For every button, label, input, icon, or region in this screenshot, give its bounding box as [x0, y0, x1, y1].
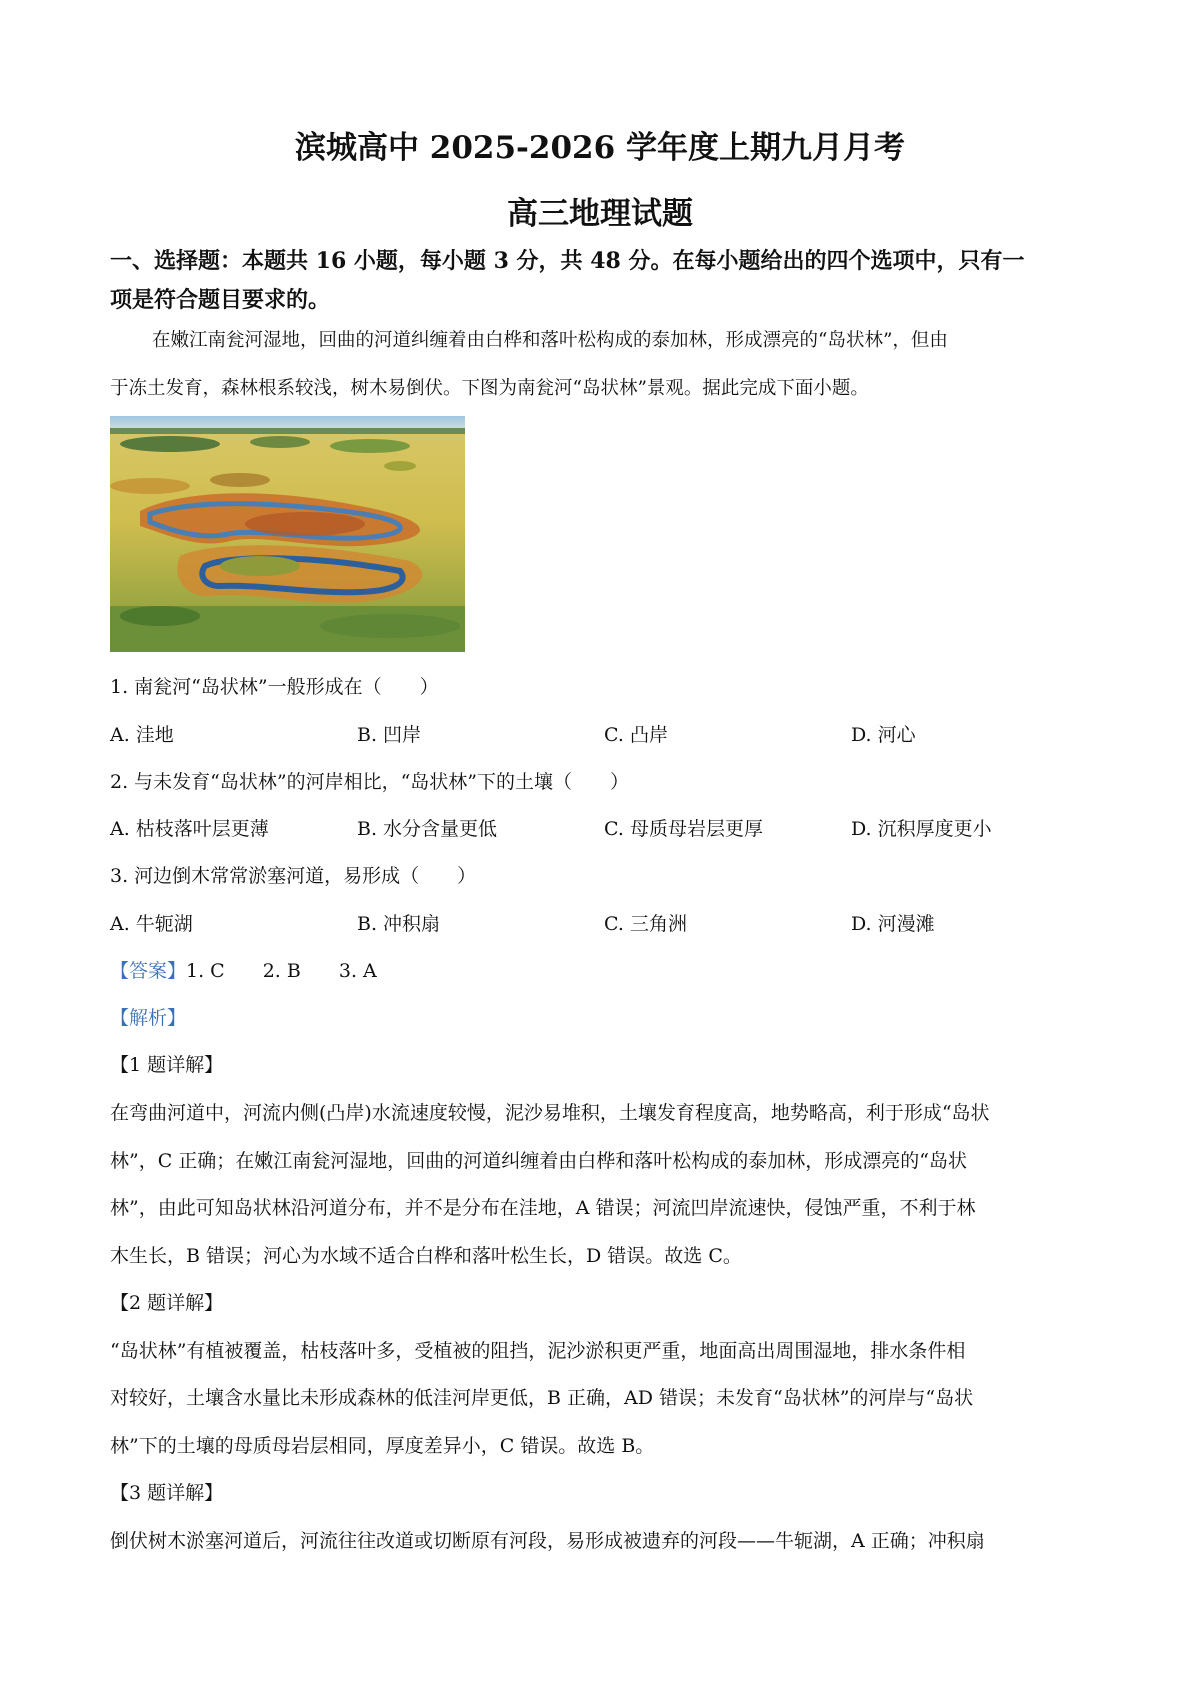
question-2-option-a: A. 枯枝落叶层更薄: [110, 818, 269, 840]
answer-values: 1. C 2. B 3. A: [186, 960, 377, 982]
question-2-option-d: D. 沉积厚度更小: [851, 818, 992, 840]
detail-1-line: 在弯曲河道中，河流内侧(凸岸)水流速度较慢，泥沙易堆积，土壤发育程度高，地势略高，利于形成“岛状: [110, 1102, 990, 1124]
question-3-option-b: B. 冲积扇: [357, 913, 441, 935]
section-heading-line2: 项是符合题目要求的。: [110, 287, 331, 313]
question-1-option-c: C. 凸岸: [604, 724, 668, 746]
detail-2-line: 对较好，土壤含水量比未形成森林的低洼河岸更低，B 正确，AD 错误；未发育“岛状林”的河岸与“岛状: [110, 1387, 974, 1409]
section-heading-line1: 一、选择题：本题共 16 小题，每小题 3 分，共 48 分。在每小题给出的四个选项中，只有一: [110, 248, 1025, 274]
detail-2-heading: 【2 题详解】: [110, 1292, 224, 1314]
question-2-option-c: C. 母质母岩层更厚: [604, 818, 763, 840]
answer-line: [110, 956, 1100, 983]
question-1-option-d: D. 河心: [851, 724, 916, 746]
detail-3-heading: 【3 题详解】: [110, 1482, 224, 1504]
question-3-option-c: C. 三角洲: [604, 913, 687, 935]
question-2-stem: 2. 与未发育“岛状林”的河岸相比，“岛状林”下的土壤（ ）: [110, 771, 630, 793]
detail-3-line: 倒伏树木淤塞河道后，河流往往改道或切断原有河段，易形成被遗弃的河段——牛轭湖，A 正确；冲积扇: [110, 1530, 985, 1552]
question-1-option-b: B. 凹岸: [357, 724, 422, 746]
detail-1-heading: 【1 题详解】: [110, 1054, 224, 1076]
question-3-option-a: A. 牛轭湖: [110, 913, 193, 935]
page-title: 滨城高中 2025-2026 学年度上期九月月考: [294, 130, 905, 166]
detail-2-line: 林”下的土壤的母质母岩层相同，厚度差异小，C 错误。故选 B。: [110, 1435, 655, 1457]
analysis-label: 【解析】: [110, 1007, 187, 1029]
detail-1-line: 木生长，B 错误；河心为水域不适合白桦和落叶松生长，D 错误。故选 C。: [110, 1245, 742, 1267]
detail-1-line: 林”，由此可知岛状林沿河道分布，并不是分布在洼地，A 错误；河流凹岸流速快，侵蚀严重，不利于林: [110, 1197, 976, 1219]
detail-1-line: 林”，C 正确；在嫩江南瓮河湿地，回曲的河道纠缠着由白桦和落叶松构成的泰加林，形成漂亮的“岛状: [110, 1150, 968, 1172]
wetland-landscape-photo: [110, 416, 465, 652]
detail-2-line: “岛状林”有植被覆盖，枯枝落叶多，受植被的阻挡，泥沙淤积更严重，地面高出周围湿地，排水条件相: [110, 1340, 966, 1362]
question-2-option-b: B. 水分含量更低: [357, 818, 498, 840]
question-1-stem: 1. 南瓮河“岛状林”一般形成在（ ）: [110, 676, 439, 698]
question-1-option-a: A. 洼地: [110, 724, 174, 746]
intro-line2: 于冻土发育，森林根系较浅，树木易倒伏。下图为南瓮河“岛状林”景观。据此完成下面小题。: [110, 378, 869, 399]
question-3-stem: 3. 河边倒木常常淤塞河道，易形成（ ）: [110, 865, 477, 887]
question-3-option-d: D. 河漫滩: [851, 913, 935, 935]
intro-line1: 在嫩江南瓮河湿地，回曲的河道纠缠着由白桦和落叶松构成的泰加林，形成漂亮的“岛状林”，但由: [152, 330, 948, 351]
page-subtitle: 高三地理试题: [507, 196, 693, 232]
answer-label: 【答案】: [110, 960, 187, 982]
